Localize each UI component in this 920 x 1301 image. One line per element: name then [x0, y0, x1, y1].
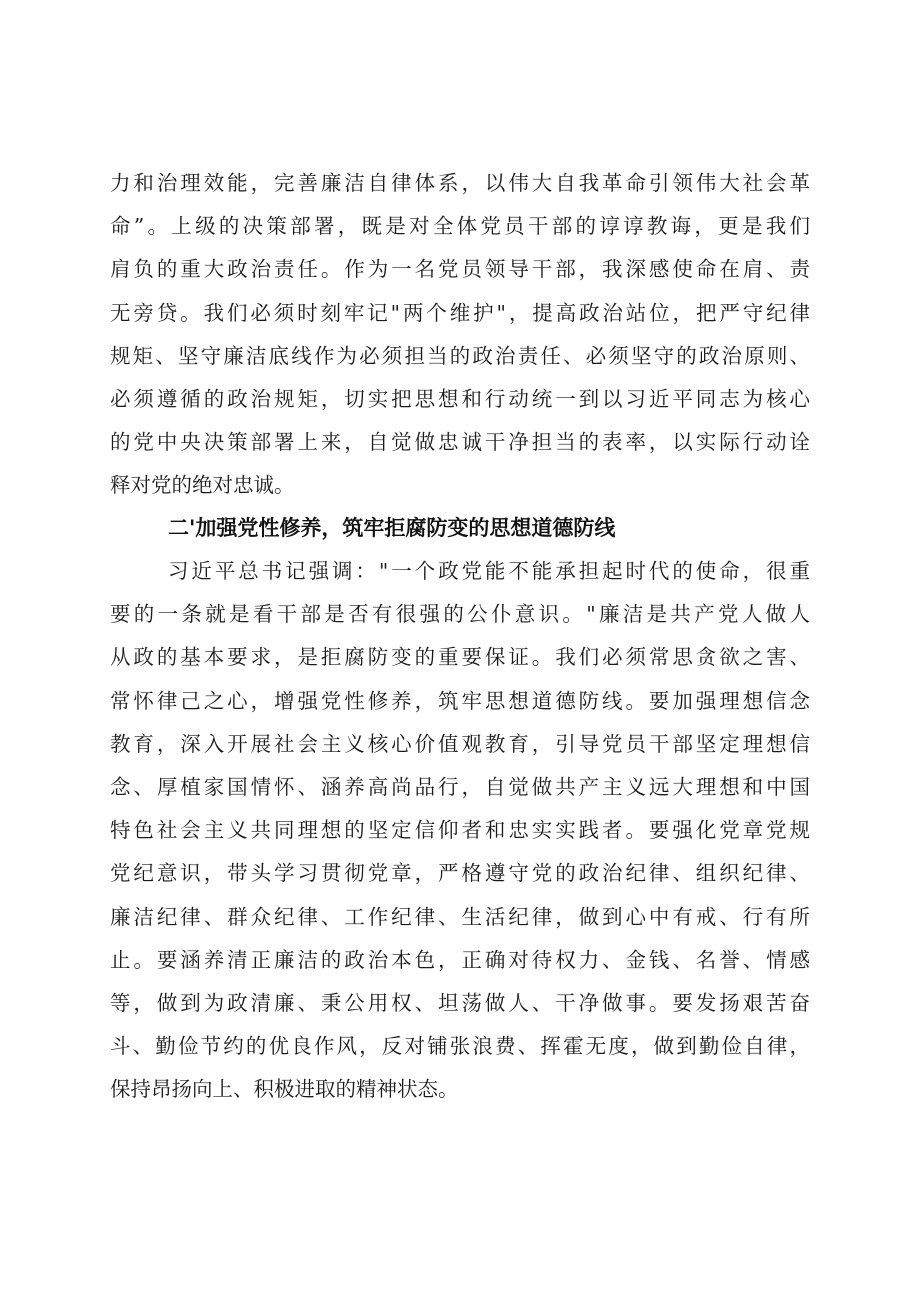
paragraph-1-line: 释对党的绝对忠诚。: [110, 473, 295, 498]
paragraph-1: [110, 162, 810, 508]
paragraph-1-line: 力和治理效能，完善廉洁自律体系，以伟大自我革命引领伟大社会革: [110, 171, 810, 195]
paragraph-2-line: 习近平总书记强调："一个政党能不能承担起时代的使命，很重: [168, 559, 810, 583]
paragraph-2-line: 党纪意识，带头学习贯彻党章，严格遵守党的政治纪律、组织纪律、: [110, 861, 810, 886]
section-heading: 二'加强党性修养，筑牢拒腐防变的思想道德防线: [168, 516, 616, 540]
paragraph-2-line: 常怀律己之心，增强党性修养，筑牢思想道德防线。要加强理想信念: [110, 688, 810, 713]
paragraph-2-line: 廉洁纪律、群众纪律、工作纪律、生活纪律，做到心中有戒、行有所: [110, 904, 810, 929]
paragraph-1-line: 肩负的重大政治责任。作为一名党员领导干部，我深感使命在肩、责: [110, 257, 810, 282]
paragraph-1-line: 命”。上级的决策部署，既是对全体党员干部的谆谆教诲，更是我们: [110, 214, 810, 239]
paragraph-2-line: 等，做到为政清廉、秉公用权、坦荡做人、干净做事。要发扬艰苦奋: [110, 990, 810, 1015]
paragraph-2: [110, 550, 810, 1111]
paragraph-1-line: 规矩、坚守廉洁底线作为必须担当的政治责任、必须坚守的政治原则、: [110, 343, 810, 368]
paragraph-2-line: 特色社会主义共同理想的坚定信仰者和忠实实践者。要强化党章党规: [110, 818, 810, 843]
paragraph-2-line: 要的一条就是看干部是否有很强的公仆意识。"廉洁是共产党人做人: [110, 602, 810, 627]
paragraph-1-line: 的党中央决策部署上来，自觉做忠诚干净担当的表率，以实际行动诠: [110, 430, 810, 455]
paragraph-1-line: 无旁贷。我们必须时刻牢记"两个维护"，提高政治站位，把严守纪律: [110, 300, 810, 325]
paragraph-2-line: 从政的基本要求，是拒腐防变的重要保证。我们必须常思贪欲之害、: [110, 645, 810, 670]
paragraph-2-line: 保持昂扬向上、积极进取的精神状态。: [110, 1077, 459, 1102]
paragraph-2-line: 止。要涵养清正廉洁的政治本色，正确对待权力、金钱、名誉、情感: [110, 947, 810, 972]
paragraph-1-line: 必须遵循的政治规矩，切实把思想和行动统一到以习近平同志为核心: [110, 386, 810, 411]
paragraph-2-line: 教育，深入开展社会主义核心价值观教育，引导党员干部坚定理想信: [110, 731, 810, 756]
paragraph-2-line: 念、厚植家国情怀、涵养高尚品行，自觉做共产主义远大理想和中国: [110, 774, 810, 799]
paragraph-2-line: 斗、勤俭节约的优良作风，反对铺张浪费、挥霍无度，做到勤俭自律，: [110, 1034, 810, 1059]
